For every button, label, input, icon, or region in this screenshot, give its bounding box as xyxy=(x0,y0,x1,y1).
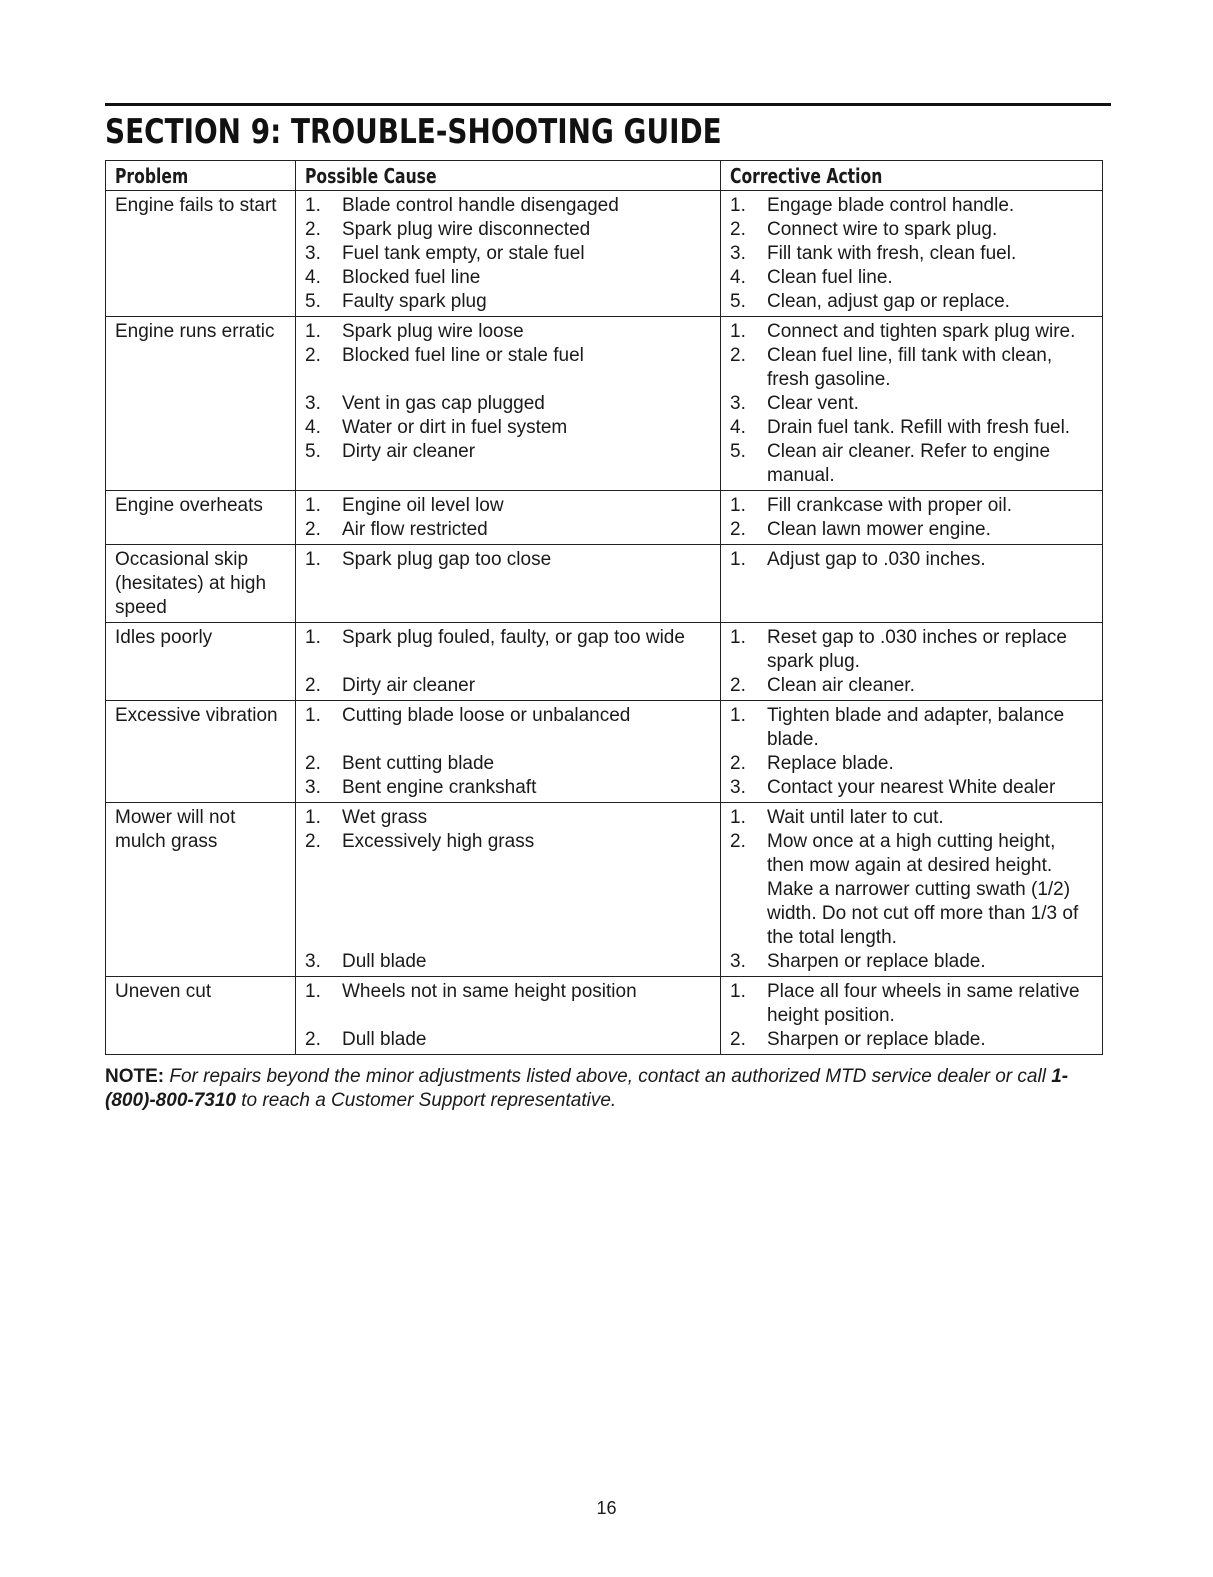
cause-cell xyxy=(296,977,721,1055)
item-number: 3. xyxy=(730,393,746,414)
action-item xyxy=(730,440,1094,488)
cause-item xyxy=(305,776,712,800)
item-text: Air flow restricted xyxy=(342,519,488,540)
table-row xyxy=(106,317,1103,491)
item-number: 1. xyxy=(730,495,746,516)
item-number: 2. xyxy=(305,753,321,774)
cause-item xyxy=(305,218,712,242)
item-number: 4. xyxy=(730,417,746,438)
action-item xyxy=(730,290,1094,314)
note-label: NOTE: xyxy=(105,1066,165,1087)
cause-item xyxy=(305,242,712,266)
item-number: 1. xyxy=(305,807,321,828)
action-item xyxy=(730,752,1094,776)
note-text-2: to reach a Customer Support representative. xyxy=(235,1090,617,1111)
table-row xyxy=(106,545,1103,623)
item-number xyxy=(305,878,342,902)
table-header-row xyxy=(106,161,1103,191)
item-text: Cutting blade loose or unbalanced xyxy=(342,705,631,726)
item-text: Dirty air cleaner xyxy=(342,441,476,462)
item-number: 4. xyxy=(305,417,321,438)
cause-cell xyxy=(296,803,721,977)
item-number xyxy=(305,368,342,392)
item-text: Engine oil level low xyxy=(342,495,504,516)
cause-item xyxy=(305,1004,712,1028)
cause-item xyxy=(305,194,712,218)
table-row xyxy=(106,701,1103,803)
item-number: 1. xyxy=(730,321,746,342)
item-number: 2. xyxy=(305,1029,321,1050)
item-text: Clean lawn mower engine. xyxy=(767,519,991,540)
item-text: Vent in gas cap plugged xyxy=(342,393,545,414)
action-item xyxy=(730,548,1094,572)
item-number xyxy=(305,902,342,926)
header-problem: Problem xyxy=(106,161,296,191)
action-item xyxy=(730,674,1094,698)
problem-cell: Engine fails to start xyxy=(106,191,296,317)
note-text-1: For repairs beyond the minor adjustments listed above, contact an authorized MTD service dealer or call xyxy=(164,1066,1052,1087)
section-title: SECTION 9: TROUBLE-SHOOTING GUIDE xyxy=(105,112,722,152)
item-text: Dull blade xyxy=(342,1029,427,1050)
item-text xyxy=(342,926,712,950)
item-number: 1. xyxy=(305,705,321,726)
cause-item xyxy=(305,626,712,650)
item-text: Spark plug wire loose xyxy=(342,321,524,342)
item-text: Contact your nearest White dealer xyxy=(767,777,1056,798)
item-number: 2. xyxy=(730,519,746,540)
item-text: Blocked fuel line xyxy=(342,267,481,288)
cause-item xyxy=(305,902,712,926)
action-item xyxy=(730,344,1094,392)
item-number: 3. xyxy=(305,777,321,798)
note-phone: 1- (800)-800-7310 xyxy=(105,1066,1069,1111)
item-number: 2. xyxy=(730,753,746,774)
item-text: Wait until later to cut. xyxy=(767,807,944,828)
cause-item xyxy=(305,320,712,344)
item-text: Blocked fuel line or stale fuel xyxy=(342,345,584,366)
item-text: Sharpen or replace blade. xyxy=(767,1029,986,1050)
item-text: Tighten blade and adapter, balance blade. xyxy=(767,705,1065,750)
item-number: 3. xyxy=(730,243,746,264)
cause-cell xyxy=(296,545,721,623)
item-text: Place all four wheels in same relative height position. xyxy=(767,981,1080,1026)
page-number: 16 xyxy=(596,1498,617,1518)
action-item xyxy=(730,416,1094,440)
item-number: 5. xyxy=(305,441,321,462)
cause-item xyxy=(305,392,712,416)
action-item xyxy=(730,266,1094,290)
item-number: 2. xyxy=(305,219,321,240)
item-number: 2. xyxy=(730,1029,746,1050)
cause-item xyxy=(305,290,712,314)
cause-item xyxy=(305,878,712,902)
item-text xyxy=(342,650,712,674)
cause-item xyxy=(305,494,712,518)
item-number: 1. xyxy=(730,705,746,726)
item-number: 1. xyxy=(305,195,321,216)
cause-item xyxy=(305,854,712,878)
item-text: Spark plug gap too close xyxy=(342,549,552,570)
cause-item xyxy=(305,440,712,464)
item-number: 3. xyxy=(730,951,746,972)
action-item xyxy=(730,392,1094,416)
cause-item xyxy=(305,518,712,542)
item-text: Water or dirt in fuel system xyxy=(342,417,568,438)
cause-item xyxy=(305,266,712,290)
action-item xyxy=(730,950,1094,974)
table-row xyxy=(106,803,1103,977)
item-text: Replace blade. xyxy=(767,753,894,774)
cause-item xyxy=(305,830,712,854)
action-item xyxy=(730,518,1094,542)
action-item xyxy=(730,626,1094,674)
item-number: 1. xyxy=(305,495,321,516)
item-number xyxy=(305,854,342,878)
cause-item xyxy=(305,728,712,752)
item-text: Mow once at a high cutting height, then mow again at desired height. Make a narrower cutting swath (1/2) width. Do not cut off more than 1/3 of the total length. xyxy=(767,831,1079,948)
action-item xyxy=(730,830,1094,950)
action-cell xyxy=(721,701,1103,803)
action-item xyxy=(730,218,1094,242)
item-number xyxy=(305,650,342,674)
item-text xyxy=(342,878,712,902)
item-text: Adjust gap to .030 inches. xyxy=(767,549,986,570)
action-cell xyxy=(721,803,1103,977)
cause-item xyxy=(305,926,712,950)
item-number: 1. xyxy=(730,981,746,1002)
cause-item xyxy=(305,752,712,776)
item-text: Connect wire to spark plug. xyxy=(767,219,998,240)
problem-cell: Mower will not mulch grass xyxy=(106,803,296,977)
item-number: 5. xyxy=(305,291,321,312)
item-number: 3. xyxy=(305,243,321,264)
item-number: 3. xyxy=(305,951,321,972)
header-corrective-action: Corrective Action xyxy=(721,161,1103,191)
table-row xyxy=(106,191,1103,317)
item-text: Blade control handle disengaged xyxy=(342,195,619,216)
item-text: Engage blade control handle. xyxy=(767,195,1015,216)
item-number: 2. xyxy=(305,675,321,696)
item-text: Clean air cleaner. xyxy=(767,675,915,696)
item-number: 1. xyxy=(730,807,746,828)
item-text: Bent engine crankshaft xyxy=(342,777,537,798)
troubleshooting-table xyxy=(105,160,1103,1055)
action-item xyxy=(730,320,1094,344)
item-text: Wet grass xyxy=(342,807,428,828)
item-text xyxy=(342,728,712,752)
cause-item xyxy=(305,344,712,368)
action-cell xyxy=(721,977,1103,1055)
item-number xyxy=(305,926,342,950)
item-number: 3. xyxy=(730,777,746,798)
table-row xyxy=(106,491,1103,545)
top-rule xyxy=(105,103,1111,106)
action-cell xyxy=(721,491,1103,545)
table-body xyxy=(106,191,1103,1055)
cause-item xyxy=(305,806,712,830)
item-number: 1. xyxy=(730,195,746,216)
item-text: Spark plug fouled, faulty, or gap too wide xyxy=(342,627,685,648)
cause-item xyxy=(305,674,712,698)
item-text xyxy=(342,854,712,878)
header-possible-cause: Possible Cause xyxy=(296,161,721,191)
item-number: 2. xyxy=(305,345,321,366)
item-text: Wheels not in same height position xyxy=(342,981,637,1002)
item-text xyxy=(342,368,712,392)
table-row xyxy=(106,977,1103,1055)
item-text: Clean fuel line. xyxy=(767,267,893,288)
item-number: 2. xyxy=(730,831,746,852)
cause-item xyxy=(305,650,712,674)
cause-cell xyxy=(296,491,721,545)
action-item xyxy=(730,806,1094,830)
action-item xyxy=(730,704,1094,752)
item-number xyxy=(305,1004,342,1028)
item-text: Fuel tank empty, or stale fuel xyxy=(342,243,585,264)
action-cell xyxy=(721,191,1103,317)
cause-item xyxy=(305,368,712,392)
item-number: 2. xyxy=(305,519,321,540)
cause-item xyxy=(305,548,712,572)
item-text: Bent cutting blade xyxy=(342,753,495,774)
item-text: Connect and tighten spark plug wire. xyxy=(767,321,1076,342)
item-text: Faulty spark plug xyxy=(342,291,487,312)
action-item xyxy=(730,494,1094,518)
action-item xyxy=(730,776,1094,800)
item-number: 2. xyxy=(305,831,321,852)
item-number: 4. xyxy=(305,267,321,288)
action-item xyxy=(730,194,1094,218)
cause-cell xyxy=(296,623,721,701)
item-number: 1. xyxy=(305,627,321,648)
action-cell xyxy=(721,545,1103,623)
item-text: Clear vent. xyxy=(767,393,859,414)
item-number: 5. xyxy=(730,441,746,462)
item-text: Sharpen or replace blade. xyxy=(767,951,986,972)
cause-item xyxy=(305,950,712,974)
item-number: 1. xyxy=(305,981,321,1002)
action-item xyxy=(730,242,1094,266)
cause-cell xyxy=(296,191,721,317)
item-text: Excessively high grass xyxy=(342,831,535,852)
problem-cell: Idles poorly xyxy=(106,623,296,701)
item-text xyxy=(342,902,712,926)
item-number: 5. xyxy=(730,291,746,312)
item-number: 2. xyxy=(730,219,746,240)
item-text: Reset gap to .030 inches or replace spark plug. xyxy=(767,627,1067,672)
item-number: 2. xyxy=(730,345,746,366)
problem-cell: Engine overheats xyxy=(106,491,296,545)
note-paragraph xyxy=(105,1065,1115,1113)
action-cell xyxy=(721,317,1103,491)
item-text: Clean air cleaner. Refer to engine manual. xyxy=(767,441,1051,486)
item-number: 4. xyxy=(730,267,746,288)
cause-cell xyxy=(296,701,721,803)
cause-item xyxy=(305,1028,712,1052)
problem-cell: Uneven cut xyxy=(106,977,296,1055)
problem-cell: Occasional skip (hesitates) at high speed xyxy=(106,545,296,623)
item-number: 2. xyxy=(730,675,746,696)
item-text: Dirty air cleaner xyxy=(342,675,476,696)
problem-cell: Excessive vibration xyxy=(106,701,296,803)
table-row xyxy=(106,623,1103,701)
item-number: 3. xyxy=(305,393,321,414)
cause-item xyxy=(305,980,712,1004)
item-text: Drain fuel tank. Refill with fresh fuel. xyxy=(767,417,1071,438)
item-number: 1. xyxy=(305,321,321,342)
item-number: 1. xyxy=(305,549,321,570)
item-text xyxy=(342,1004,712,1028)
item-number: 1. xyxy=(730,627,746,648)
item-number: 1. xyxy=(730,549,746,570)
cause-item xyxy=(305,416,712,440)
item-text: Dull blade xyxy=(342,951,427,972)
cause-item xyxy=(305,704,712,728)
action-item xyxy=(730,1028,1094,1052)
item-number xyxy=(305,728,342,752)
item-text: Fill crankcase with proper oil. xyxy=(767,495,1012,516)
item-text: Spark plug wire disconnected xyxy=(342,219,591,240)
action-cell xyxy=(721,623,1103,701)
item-text: Clean fuel line, fill tank with clean, fresh gasoline. xyxy=(767,345,1053,390)
problem-cell: Engine runs erratic xyxy=(106,317,296,491)
action-item xyxy=(730,980,1094,1028)
item-text: Fill tank with fresh, clean fuel. xyxy=(767,243,1017,264)
item-text: Clean, adjust gap or replace. xyxy=(767,291,1010,312)
cause-cell xyxy=(296,317,721,491)
